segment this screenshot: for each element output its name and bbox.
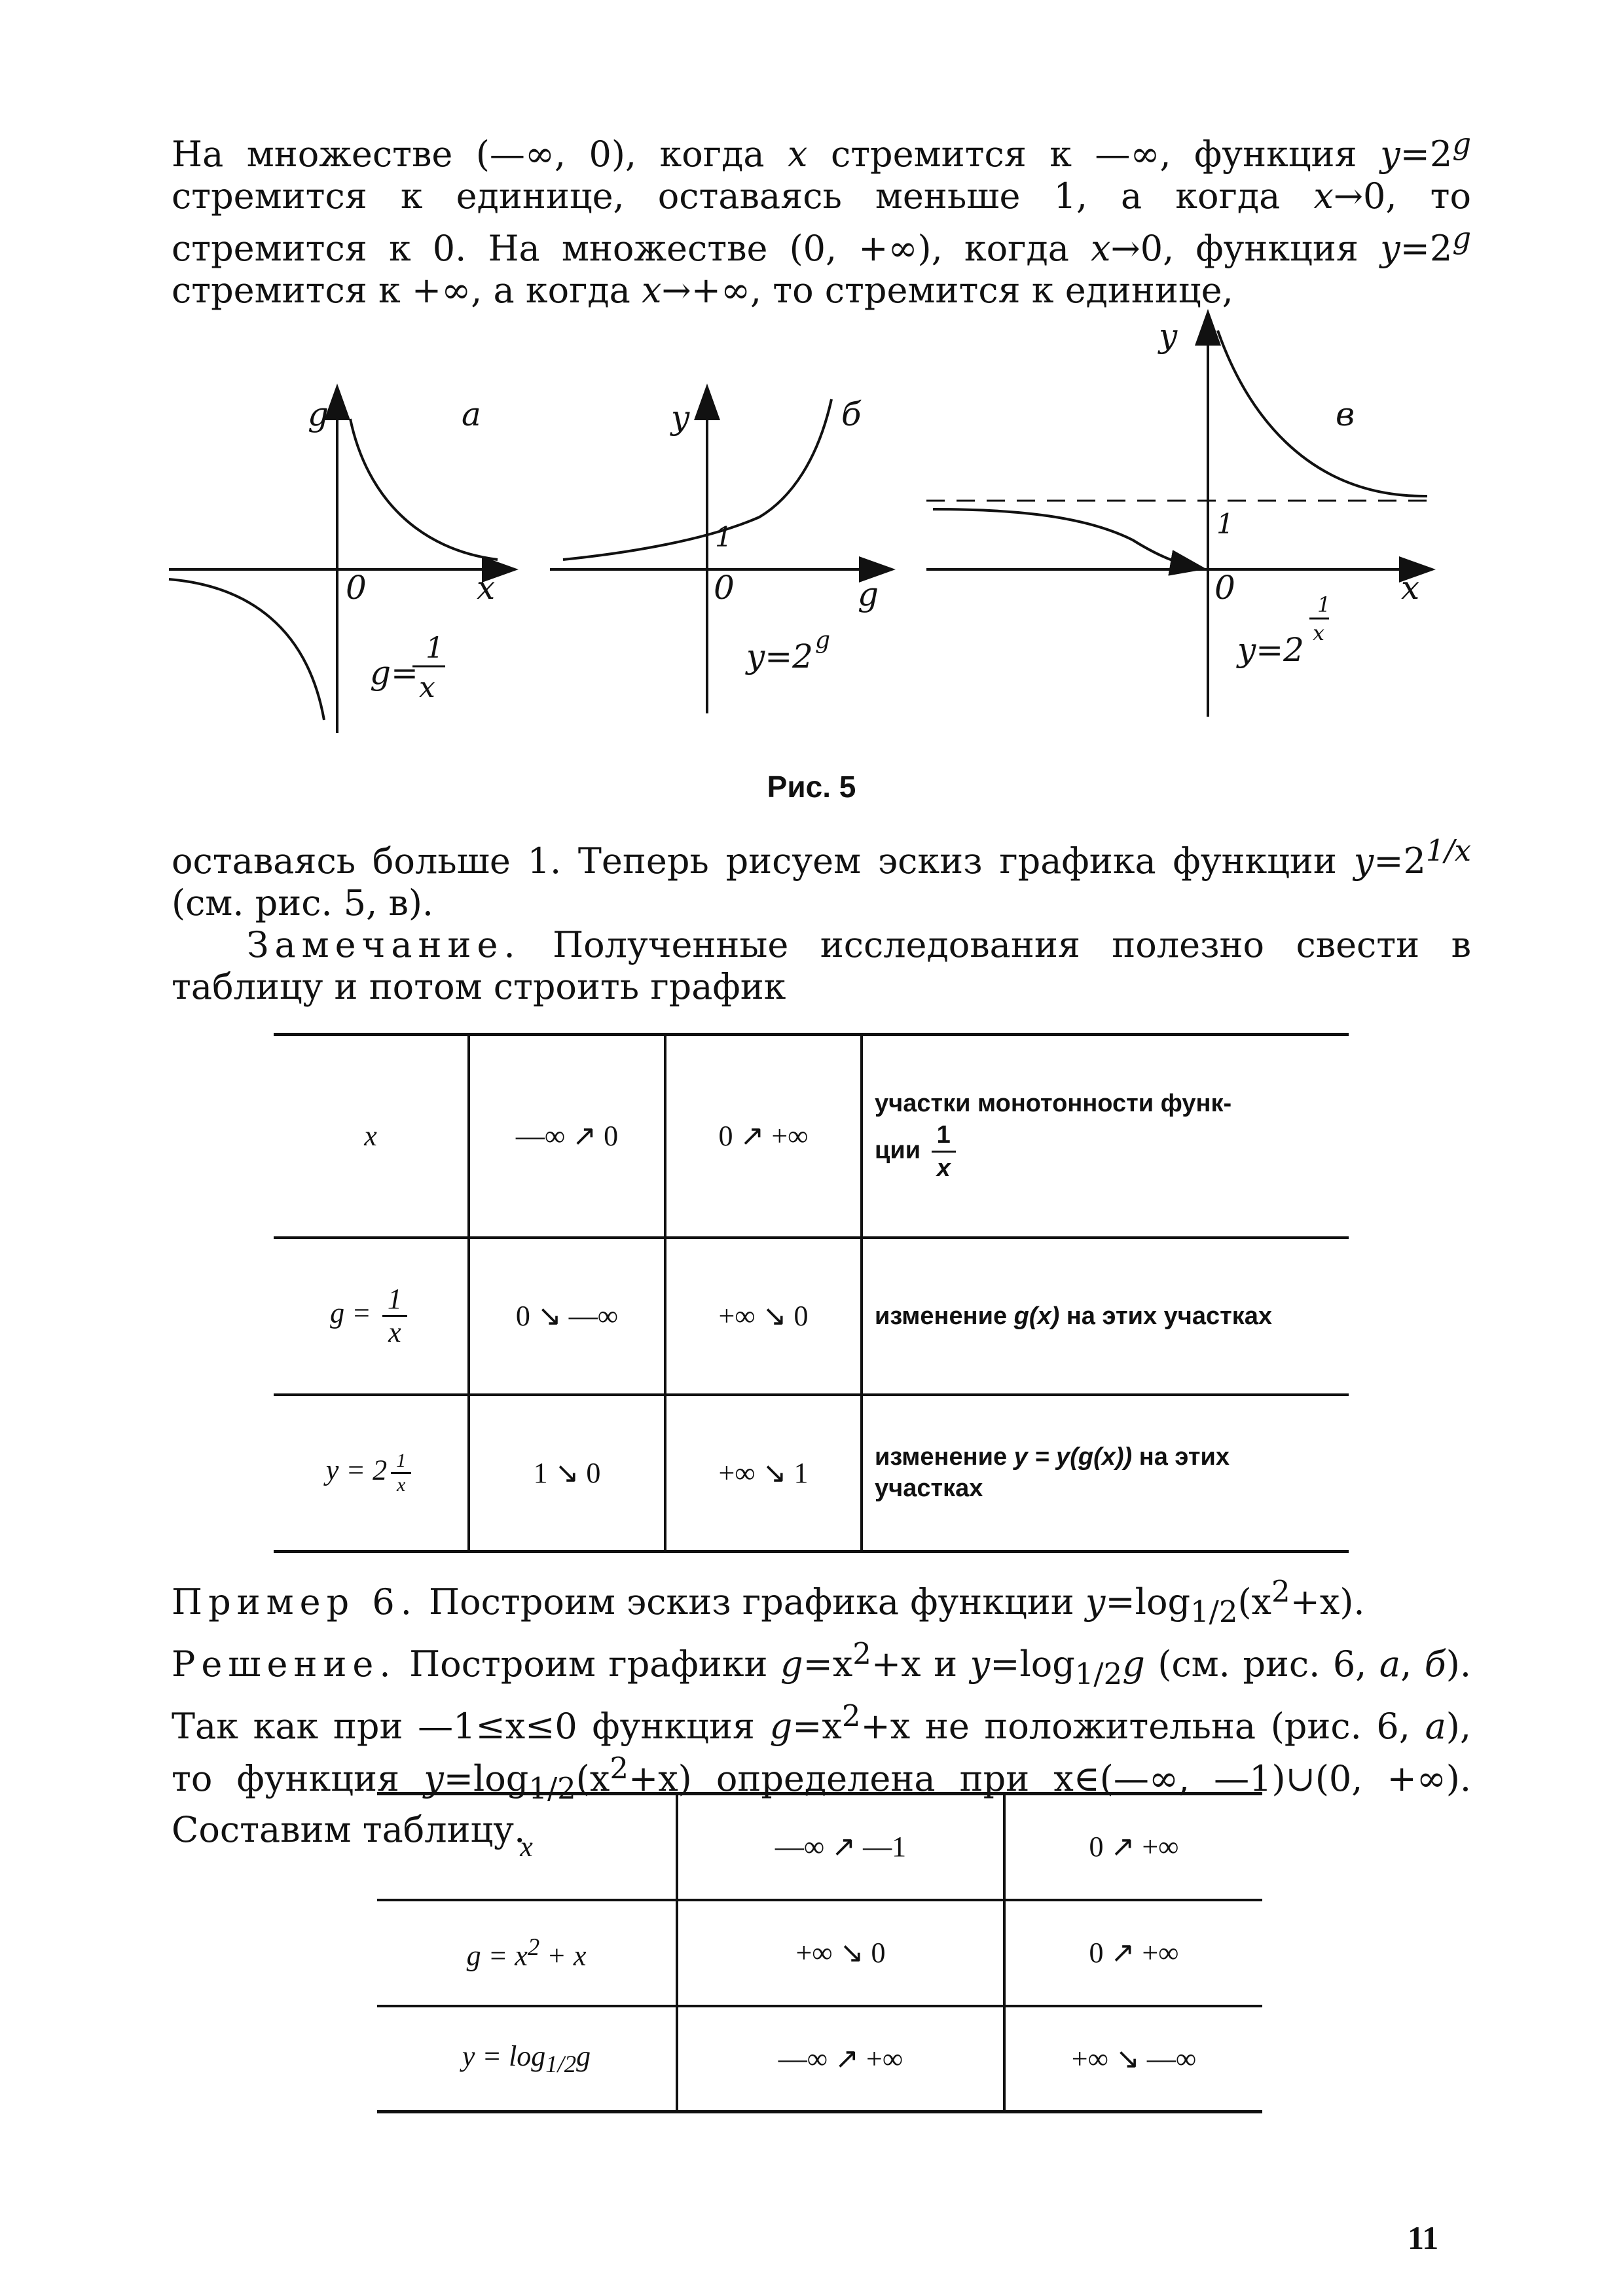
- page-number: 11: [1408, 2219, 1439, 2256]
- table-cell: +∞ ↘ —∞: [1004, 2006, 1262, 2112]
- plot-c-x-label: x: [1401, 569, 1420, 607]
- table-cell: 1 ↘ 0: [469, 1395, 665, 1552]
- table-row: [274, 1238, 1349, 1395]
- plot-a-letter: а: [462, 395, 481, 433]
- plot-c-branch-left: [933, 509, 1201, 568]
- table-cell: $y = \log_{1/2}g$: [377, 2006, 677, 2112]
- plot-c-y-label: y: [1159, 317, 1178, 355]
- plot-b-origin: 0: [714, 569, 735, 607]
- table-cell: 0 ↗ +∞: [665, 1035, 862, 1238]
- table-cell: —∞ ↗ +∞: [677, 2006, 1004, 2112]
- figure-caption: Рис. 5: [767, 770, 856, 804]
- intro-paragraph: На множестве (—∞, 0), когда x стремится к —∞, функция $y=2^g$ стремится к единице, оставаясь меньше 1, а когда x→0, то стремится к 0. На множестве (0, +∞), когда x→0, функция $y=2^g$ стремится к +∞, а когда x→+∞, то стремится к единице,: [172, 126, 1472, 311]
- figure-5: [0, 0, 1623, 825]
- plot-a-branch-right: [350, 419, 498, 560]
- plot-c-formula-exp-num: 1: [1317, 592, 1331, 617]
- plot-c-origin: 0: [1214, 569, 1235, 607]
- plot-a-formula-lhs: g=: [370, 654, 418, 692]
- table-cell: $g = x^2 + x$: [377, 1900, 677, 2006]
- table-cell: изменение g(x) на этих участках: [862, 1238, 1349, 1395]
- plot-b-x-label: g: [858, 575, 879, 613]
- plot-b-formula-exp: g: [815, 627, 831, 654]
- plot-b-letter: б: [841, 395, 862, 433]
- plot-a-formula-num: 1: [426, 632, 444, 665]
- table-cell: изменение y = y(g(x)) на этих участках: [862, 1395, 1349, 1552]
- table-cell: 0 ↗ +∞: [1004, 1794, 1262, 1900]
- table-cell: x: [520, 1831, 533, 1863]
- plot-c-formula: y=2: [1237, 631, 1304, 669]
- table-cell: +∞ ↘ 1: [665, 1395, 862, 1552]
- plot-c-formula-exp-den: x: [1313, 620, 1325, 645]
- table-cell: g = $\frac{1}{x}$: [274, 1238, 469, 1395]
- monotonicity-table-2: [377, 1792, 1262, 2113]
- plot-b-formula: y=2: [746, 637, 813, 675]
- plot-a-y-label: g: [308, 395, 329, 433]
- plot-c-letter: в: [1336, 395, 1355, 433]
- plot-c-one: 1: [1216, 508, 1234, 540]
- plot-a-x-label: x: [477, 569, 496, 607]
- table-cell: —∞ ↗ 0: [469, 1035, 665, 1238]
- plot-c-branch-right: [1218, 331, 1427, 496]
- table-row: [377, 1794, 1262, 1900]
- example-paragraph: Пример 6. Построим эскиз графика функции $y=\log_{1/2}(x^2+x)$. Решение. Построим графики $g=x^2+x$ и $y=\log_{1/2}g$ (см. рис. 6, а, б). Так как при —1≤x≤0 функция $g=x^2+x$ не положительна (рис. 6, а), то функция $y=\log_{1/2}(x^2+x)$ определена при x∈(—∞, —1)∪(0, +∞). Составим таблицу.: [172, 1574, 1472, 1851]
- table-cell: +∞ ↘ 0: [677, 1900, 1004, 2006]
- table-row: [274, 1395, 1349, 1552]
- plot-a-branch-left: [169, 579, 324, 720]
- table-row: [274, 1035, 1349, 1238]
- plot-b-one: 1: [715, 521, 733, 553]
- table-cell: +∞ ↘ 0: [665, 1238, 862, 1395]
- plot-a-formula-den: x: [419, 671, 435, 704]
- table-row: [377, 1900, 1262, 2006]
- remark-paragraph: оставаясь больше 1. Теперь рисуем эскиз графика функции $y=2^{1/x}$ (см. рис. 5, в). Замечание. Полученные исследования полезно свести в таблицу и потом строить график: [172, 833, 1471, 1007]
- table-cell: участки монотонности функ- ции $\frac{1}{x}$: [862, 1035, 1349, 1238]
- plot-a-origin: 0: [346, 569, 367, 607]
- plot-a: [169, 389, 513, 733]
- plot-b-y-label: y: [671, 399, 690, 437]
- plot-c: [926, 314, 1434, 717]
- figure-5-plots: [0, 0, 1623, 825]
- table-cell: x: [364, 1120, 377, 1153]
- table-cell: —∞ ↗ —1: [677, 1794, 1004, 1900]
- plot-b-curve: [563, 399, 831, 560]
- monotonicity-table-1: [274, 1033, 1349, 1553]
- table-cell: 0 ↗ +∞: [1004, 1900, 1262, 2006]
- table-cell: 0 ↘ —∞: [469, 1238, 665, 1395]
- table-row: [377, 2006, 1262, 2112]
- table-cell: y = 2 $\frac{1}{x}$: [274, 1395, 469, 1552]
